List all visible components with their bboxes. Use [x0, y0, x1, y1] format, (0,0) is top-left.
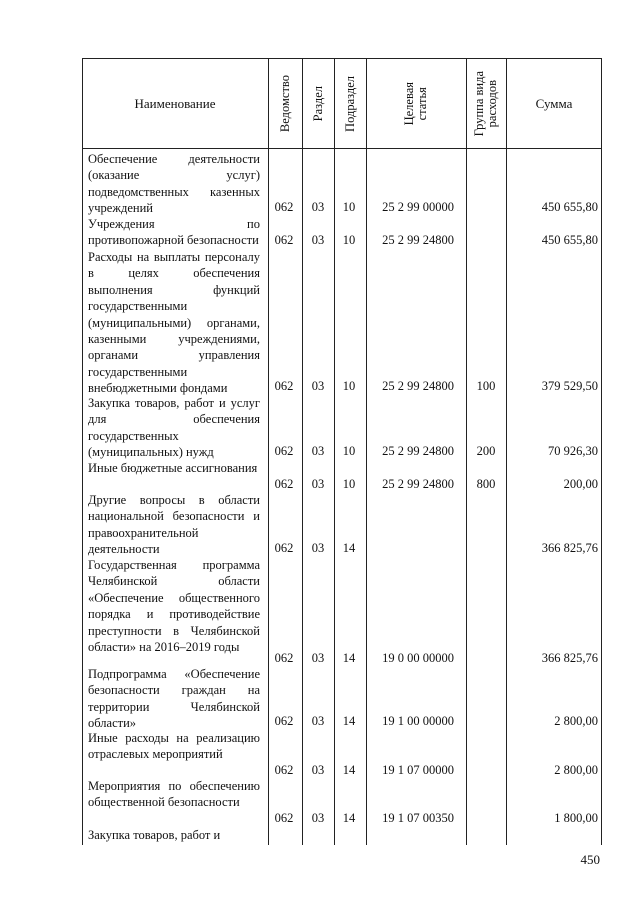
row-summa: 379 529,50	[541, 379, 598, 393]
header-podrazdel: Подраздел	[342, 75, 357, 132]
row-podrazdel: 10	[342, 477, 356, 491]
row-name: Обеспечение деятельности (оказание услуг) подведомственных казенных учреждений	[88, 152, 260, 216]
row-celevaya: 25 2 99 00000	[382, 200, 454, 214]
row-name: Учреждения по противопожарной безопасности	[88, 217, 260, 248]
row-vedomstvo: 062	[274, 444, 294, 458]
row-razdel: 03	[311, 541, 325, 555]
page-number: 450	[580, 852, 600, 867]
row-summa: 450 655,80	[541, 200, 598, 214]
row-summa: 200,00	[563, 477, 598, 491]
row-celevaya: 19 0 00 00000	[382, 651, 454, 665]
row-summa: 2 800,00	[554, 763, 598, 777]
row-name: Иные бюджетные ассигнования	[88, 461, 258, 475]
row-podrazdel: 14	[342, 811, 356, 825]
row-razdel: 03	[311, 763, 325, 777]
row-name: Закупка товаров, работ и	[88, 828, 221, 842]
row-vedomstvo: 062	[274, 651, 294, 665]
row-name: Другие вопросы в области национальной безопасности и правоохранительной деятельности	[88, 493, 260, 557]
row-celevaya: 25 2 99 24800	[382, 379, 454, 393]
row-summa: 366 825,76	[541, 541, 598, 555]
header-podrazdel-cell	[334, 58, 366, 149]
header-razdel-cell	[302, 58, 334, 149]
row-vedomstvo: 062	[274, 763, 294, 777]
row-name: Подпрограмма «Обеспечение безопасности граждан на территории Челябинской области»	[88, 667, 260, 731]
row-celevaya: 19 1 07 00000	[382, 763, 454, 777]
col-line-5	[466, 58, 467, 845]
row-podrazdel: 10	[342, 233, 356, 247]
row-podrazdel: 14	[342, 763, 356, 777]
row-podrazdel: 10	[342, 200, 356, 214]
row-razdel: 03	[311, 477, 325, 491]
row-vedomstvo: 062	[274, 477, 294, 491]
row-name: Закупка товаров, работ и услуг для обеспечения государственных (муниципальных) нужд	[88, 396, 260, 460]
header-gruppa-cell	[466, 58, 506, 149]
row-vedomstvo: 062	[274, 200, 294, 214]
row-vedomstvo: 062	[274, 714, 294, 728]
row-razdel: 03	[311, 444, 325, 458]
row-razdel: 03	[311, 200, 325, 214]
header-razdel: Раздел	[310, 85, 325, 122]
header-celevaya-cell	[366, 58, 466, 149]
header-vedomstvo-cell	[268, 58, 302, 149]
row-podrazdel: 10	[342, 379, 356, 393]
row-razdel: 03	[311, 379, 325, 393]
row-name: Расходы на выплаты персоналу в целях обеспечения выполнения функций государственными (муниципальными) органами, казенными учреждениями, органами управления государственными внебюджетными фондами	[88, 250, 260, 396]
header-celevaya: Целевая статья	[402, 81, 429, 126]
header-vedomstvo: Ведомство	[277, 74, 292, 133]
row-vedomstvo: 062	[274, 233, 294, 247]
col-line-1	[268, 58, 269, 845]
row-summa: 450 655,80	[541, 233, 598, 247]
row-summa: 366 825,76	[541, 651, 598, 665]
row-summa: 2 800,00	[554, 714, 598, 728]
row-gruppa: 100	[476, 379, 496, 393]
row-name: Государственная программа Челябинской области «Обеспечение общественного порядка и противодействие преступности в Челябинской области» на 2016–2019 годы	[88, 558, 260, 655]
row-razdel: 03	[311, 651, 325, 665]
row-celevaya: 25 2 99 24800	[382, 233, 454, 247]
row-celevaya: 19 1 07 00350	[382, 811, 454, 825]
row-razdel: 03	[311, 811, 325, 825]
row-celevaya: 25 2 99 24800	[382, 477, 454, 491]
row-gruppa: 200	[476, 444, 496, 458]
row-vedomstvo: 062	[274, 379, 294, 393]
row-name: Мероприятия по обеспечению общественной безопасности	[88, 779, 260, 810]
row-razdel: 03	[311, 233, 325, 247]
row-name: Иные расходы на реализацию отраслевых мероприятий	[88, 731, 260, 762]
row-celevaya: 19 1 00 00000	[382, 714, 454, 728]
row-podrazdel: 10	[342, 444, 356, 458]
row-summa: 1 800,00	[554, 811, 598, 825]
row-celevaya: 25 2 99 24800	[382, 444, 454, 458]
row-vedomstvo: 062	[274, 541, 294, 555]
header-summa: Сумма	[535, 95, 573, 111]
row-razdel: 03	[311, 714, 325, 728]
row-vedomstvo: 062	[274, 811, 294, 825]
row-gruppa: 800	[476, 477, 496, 491]
col-line-4	[366, 58, 367, 845]
row-summa: 70 926,30	[548, 444, 598, 458]
row-podrazdel: 14	[342, 541, 356, 555]
header-name: Наименование	[134, 95, 216, 111]
col-line-3	[334, 58, 335, 845]
col-line-right	[601, 58, 602, 845]
col-line-2	[302, 58, 303, 845]
row-podrazdel: 14	[342, 714, 356, 728]
header-gruppa: Группа вида расходов	[472, 70, 499, 137]
row-podrazdel: 14	[342, 651, 356, 665]
col-line-left	[82, 58, 83, 845]
